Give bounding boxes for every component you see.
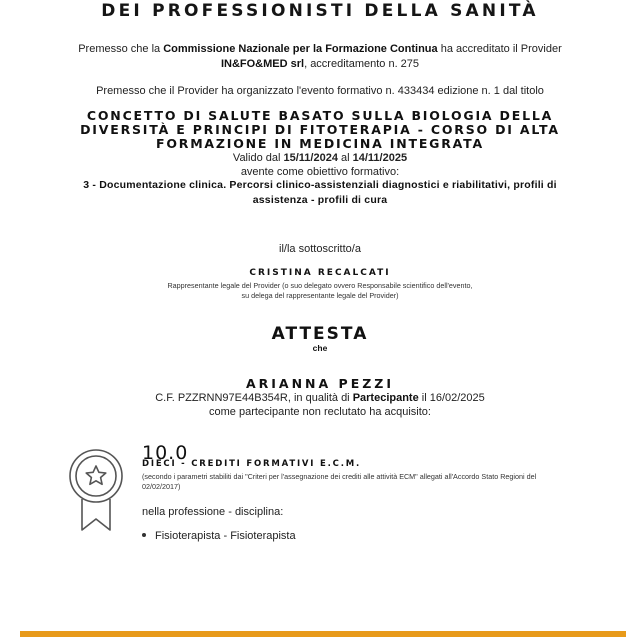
- commission-name: Commissione Nazionale per la Formazione Continua: [163, 43, 438, 55]
- event-title: CONCETTO DI SALUTE BASATO SULLA BIOLOGIA DELLA DIVERSITÀ E PRINCIPI DI FITOTERAPIA - CORSO DI ALTA FORMAZIONE IN MEDICINA INTEGRATA: [80, 108, 560, 151]
- signer-name: CRISTINA RECALCATI: [249, 268, 391, 278]
- profession-list-item: Fisioterapista - Fisioterapista: [142, 530, 296, 542]
- participant-role: Partecipante: [352, 392, 419, 404]
- participant-details: C.F. PZZRNN97E44B354R, in qualità di Partecipante il 16/02/2025: [155, 392, 485, 404]
- profession-label: nella professione - disciplina:: [142, 506, 284, 518]
- objective-intro: avente come obiettivo formativo:: [240, 166, 400, 178]
- premise-event: Premesso che il Provider ha organizzato l'evento formativo n. 433434 edizione n. 1 dal titolo: [96, 85, 544, 97]
- credits-note: (secondo i parametri stabiliti dai "Criteri per l'assegnazione dei crediti alle attività ECM" allegati all'Accordo Stato Regioni del 02/02/2017): [142, 472, 537, 491]
- credits-label: DIECI - CREDITI FORMATIVI E.C.M.: [142, 459, 362, 469]
- medal-star-icon: [66, 446, 126, 536]
- acquired-label: come partecipante non reclutato ha acquisito:: [209, 406, 431, 418]
- signer-role: Rappresentante legale del Provider (o suo delegato ovvero Responsabile scientifico dell'evento, su delega del rappresentante legale del Provider): [167, 281, 473, 300]
- accent-bar: [20, 631, 626, 637]
- valid-to: 14/11/2025: [352, 152, 408, 164]
- certificate-heading: DEI PROFESSIONISTI DELLA SANITÀ: [101, 1, 539, 21]
- provider-name: IN&FO&MED srl: [220, 58, 305, 70]
- bullet-icon: [142, 533, 146, 537]
- participant-name: ARIANNA PEZZI: [245, 376, 395, 391]
- valid-from: 15/11/2024: [283, 152, 338, 164]
- signer-intro: il/la sottoscritto/a: [279, 243, 361, 255]
- training-objective: 3 - Documentazione clinica. Percorsi clinico-assistenziali diagnostici e riabilitativi, profili di assistenza - profili di cura: [83, 179, 557, 206]
- credits-number: 10.0: [142, 442, 189, 464]
- premise-accreditation: Premesso che la Commissione Nazionale per la Formazione Continua ha accreditato il Provider IN&FO&MED srl, accreditamento n. 275: [78, 43, 562, 70]
- che-label: che: [312, 343, 328, 353]
- validity-period: Valido dal 15/11/2024 al 14/11/2025: [232, 152, 408, 164]
- attesta-heading: ATTESTA: [271, 324, 369, 344]
